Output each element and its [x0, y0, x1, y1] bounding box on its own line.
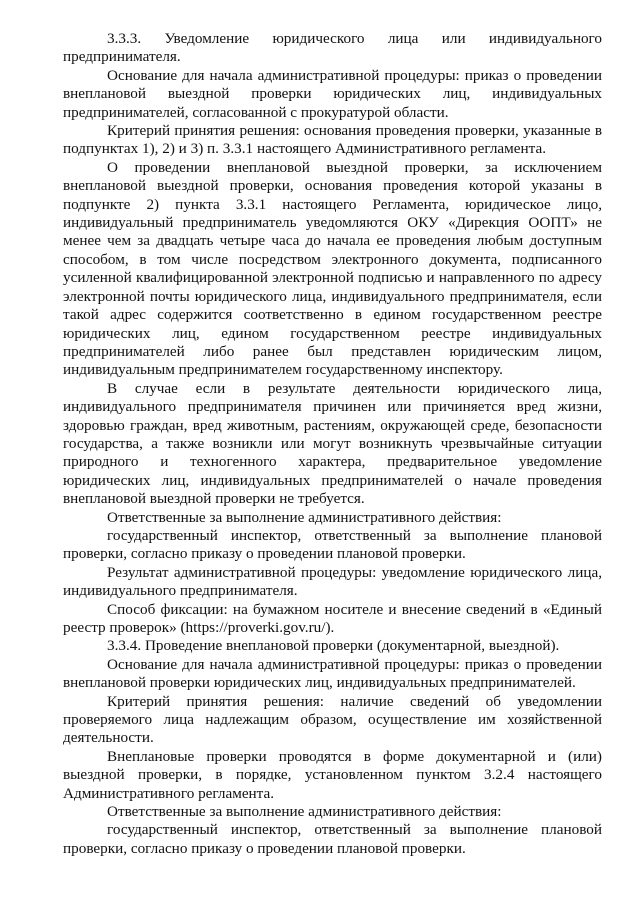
paragraph-result: Результат административной процедуры: уведомление юридического лица, индивидуального предпринимателя. [63, 563, 602, 600]
paragraph-notification: О проведении внеплановой выездной проверки, за исключением внеплановой выездной проверки, основания проведения которой указаны в подпункте 2) пункта 3.3.1 настоящего Регламента, юридическое лицо, индивидуальный предприниматель уведомляются ОКУ «Дирекция ООПТ» не менее чем за двадцать четыре часа до начала ее проведения любым доступным способом, в том числе посредством электронного документа, подписанного усиленной квалифицированной электронной подписью и направленного по адресу электронной почты юридического лица, индивидуального предпринимателя, если такой адрес содержится соответственно в едином государственном реестре юридических лиц, едином государственном реестре индивидуальных предпринимателей либо ранее был представлен юридическим лицом, индивидуальным предпринимателем государственному инспектору. [63, 158, 602, 379]
paragraph-3-3-3-heading: 3.3.3. Уведомление юридического лица или индивидуального предпринимателя. [63, 30, 602, 66]
paragraph-criterion-2: Критерий принятия решения: наличие сведений об уведомлении проверяемого лица надлежащим образом, осуществление им хозяйственной деятельности. [63, 692, 602, 747]
paragraph-harm-case: В случае если в результате деятельности юридического лица, индивидуального предпринимателя причинен или причиняется вред жизни, здоровью граждан, вред животным, растениям, окружающей среде, безопасности государства, а также возникли или могут возникнуть чрезвычайные ситуации природного и техногенного характера, предварительное уведомление юридических лиц, индивидуальных предпринимателей о начале проведения внеплановой выездной проверки не требуется. [63, 379, 602, 508]
paragraph-basis: Основание для начала административной процедуры: приказ о проведении внеплановой выездной проверки юридических лиц, индивидуальных предпринимателей, согласованной с прокуратурой области. [63, 66, 602, 121]
paragraph-responsible: Ответственные за выполнение административного действия: [107, 508, 502, 526]
paragraph-inspector: государственный инспектор, ответственный за выполнение плановой проверки, согласно приказу о проведении плановой проверки. [63, 526, 602, 563]
paragraph-criterion: Критерий принятия решения: основания проведения проверки, указанные в подпунктах 1), 2) и 3) п. 3.3.1 настоящего Административного регламента. [63, 122, 602, 158]
paragraph-3-3-4-heading: 3.3.4. Проведение внеплановой проверки (документарной, выездной). [107, 637, 560, 655]
paragraph-responsible-2: Ответственные за выполнение административного действия: [107, 803, 502, 821]
paragraph-basis-2: Основание для начала административной процедуры: приказ о проведении внеплановой проверки юридических лиц, индивидуальных предпринимателей. [63, 655, 602, 692]
paragraph-inspector-2: государственный инспектор, ответственный за выполнение плановой проверки, согласно приказу о проведении плановой проверки. [63, 821, 602, 857]
document-page [63, 30, 602, 858]
paragraph-fixation: Способ фиксации: на бумажном носителе и внесение сведений в «Единый реестр проверок» (https://proverki.gov.ru/). [63, 600, 602, 636]
paragraph-unplanned-forms: Внеплановые проверки проводятся в форме документарной и (или) выездной проверки, в порядке, установленном пунктом 3.2.4 настоящего Административного регламента. [63, 747, 602, 802]
